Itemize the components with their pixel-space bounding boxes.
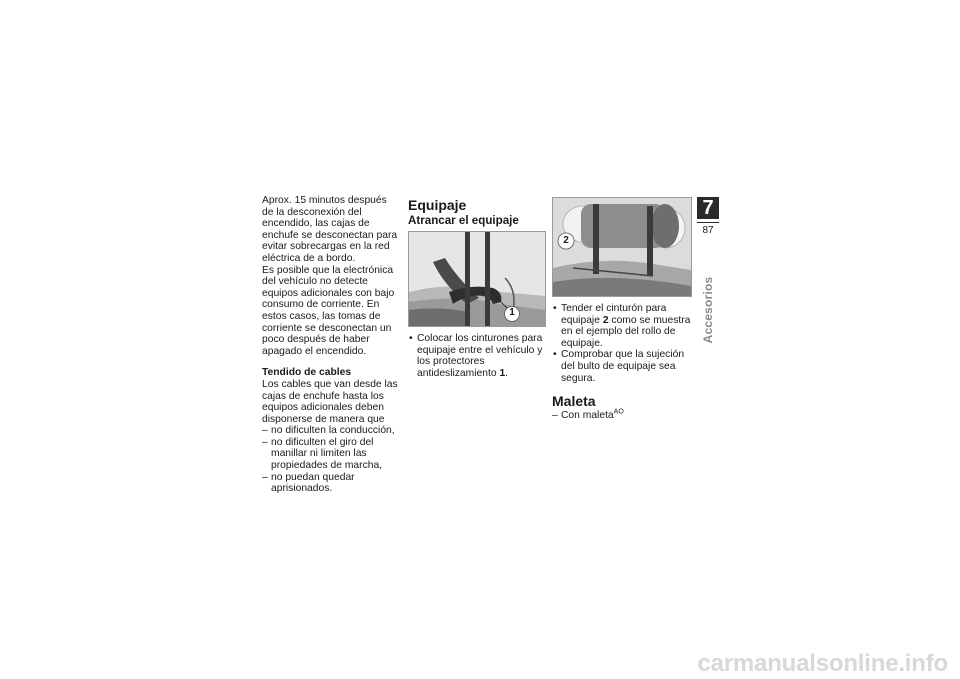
chapter-label: Accesorios: [701, 276, 715, 344]
column-right: [552, 197, 692, 422]
list-item: – no dificulten la conducción,: [262, 425, 400, 437]
column-left: [262, 195, 400, 495]
watermark: carmanualsonline.info: [697, 650, 948, 677]
figure-callout-2: 2: [563, 235, 569, 246]
figure-callout-1: 1: [509, 307, 515, 318]
option-code: AO: [613, 408, 624, 416]
instructions-list: [552, 303, 692, 384]
paragraph-electronics: Es posible que la electrónica del vehículo no detecte equipos adicionales con bajo consumo de corriente. En estos casos, las tomas de corriente se desconectan un poco después de haber apagado el encendido.: [262, 264, 395, 357]
chapter-number: 7: [697, 197, 719, 219]
chapter-tab: [697, 197, 719, 236]
section-title-equipaje: Equipaje: [408, 197, 467, 213]
list-item: – no puedan quedar aprisionados.: [262, 472, 400, 495]
figure-luggage-roll: [552, 197, 692, 297]
ref-number: 1: [499, 367, 506, 379]
list-item: – Con maleta$^{AO}$: [552, 410, 692, 422]
subsection-title: Atrancar el equipaje: [408, 214, 519, 227]
list-item: • Comprobar que la sujeción del bulto de equipaje sea segura.: [552, 349, 692, 384]
cable-rules-list: [262, 425, 400, 495]
luggage-roll-illustration: [553, 198, 691, 296]
paragraph-cables: Los cables que van desde las cajas de enchufe hasta los equipos adicionales deben disponerse de manera que: [262, 378, 398, 425]
ref-number: 2: [602, 314, 609, 326]
maleta-list: [552, 410, 692, 422]
luggage-strap-illustration: [409, 232, 545, 326]
instructions-list: [408, 333, 546, 379]
heading-cable-routing: Tendido de cables: [262, 367, 352, 379]
list-item: • Tender el cinturón para equipaje 2 como se muestra en el ejemplo del rollo de equipaje.: [552, 303, 692, 349]
section-title-maleta: Maleta: [552, 393, 596, 410]
tab-divider: [697, 222, 719, 223]
list-item: – no dificulten el giro del manillar ni limiten las propiedades de marcha,: [262, 437, 400, 472]
page-number: 87: [702, 225, 714, 236]
list-item: • Colocar los cinturones para equipaje entre el vehículo y los protectores antideslizamiento 1.: [408, 333, 546, 379]
paragraph-timeout: Aprox. 15 minutos después de la desconexión del encendido, las cajas de enchufe se desconectan para evitar sobrecargas en la red eléctrica de a bordo.: [262, 195, 398, 264]
column-middle: [408, 197, 546, 379]
figure-luggage-straps: [408, 231, 546, 327]
